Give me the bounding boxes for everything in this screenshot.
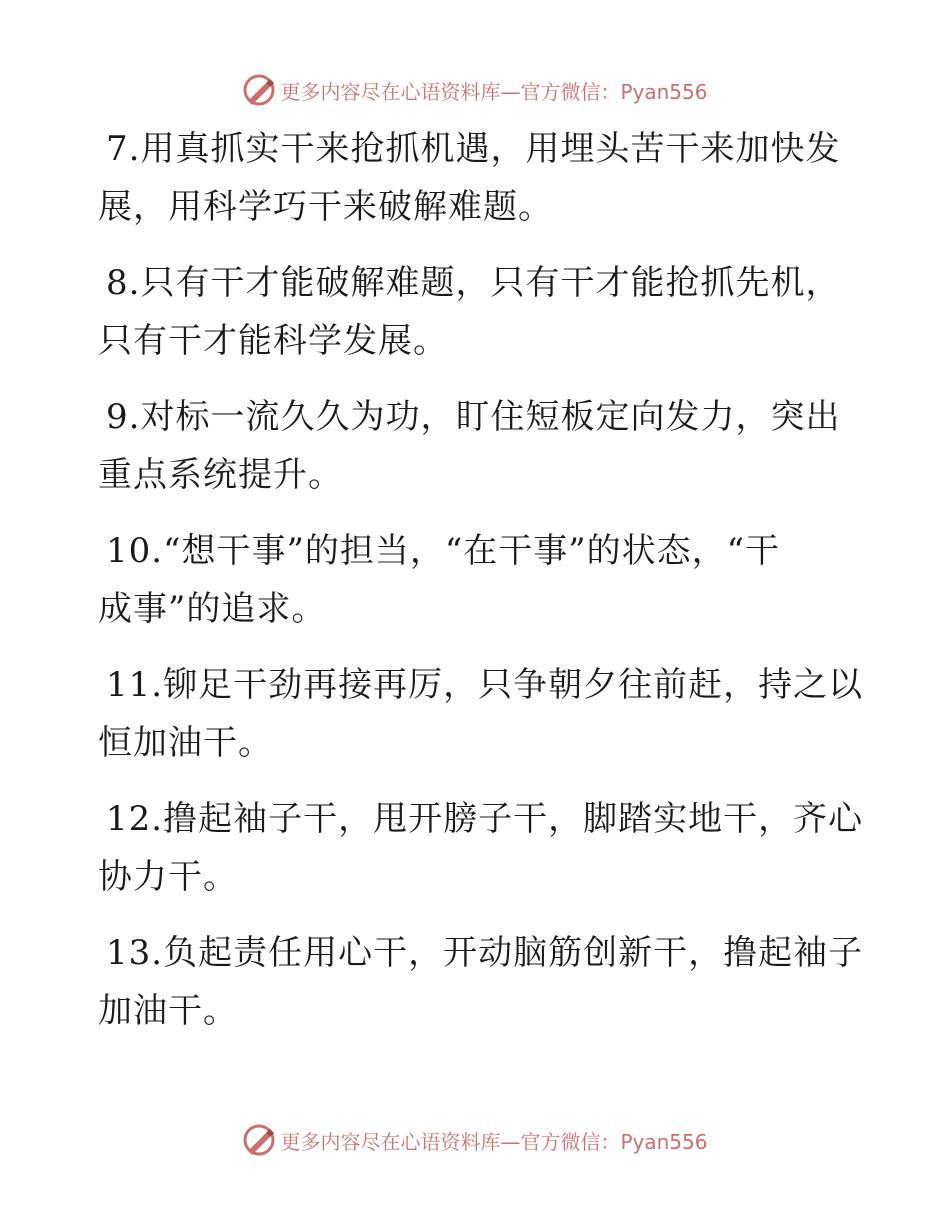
item-text-line: 铆足干劲再接再厉，只争朝夕往前赶，持之以: [163, 665, 864, 705]
list-item: [98, 254, 858, 370]
item-number: 9.: [106, 397, 141, 437]
pen-logo-icon: [242, 1123, 276, 1157]
item-text-line: “想干事”的担当，“在干事”的状态，“干: [163, 531, 780, 571]
item-number: 12.: [106, 799, 164, 839]
list-item: [98, 656, 864, 772]
item-text-line: 恒加油干。: [98, 723, 273, 763]
item-number: 7.: [106, 129, 141, 169]
footer-watermark: [0, 1120, 950, 1160]
document-body: [98, 120, 864, 1058]
item-text-line: 只有干才能科学发展。: [98, 321, 448, 361]
item-text-line: 用真抓实干来抢抓机遇，用埋头苦干来加快发: [140, 129, 841, 169]
list-item: [98, 790, 864, 906]
item-number: 11.: [106, 665, 164, 705]
item-number: 13.: [106, 933, 164, 973]
item-text-line: 重点系统提升。: [98, 455, 343, 495]
list-item: [98, 522, 858, 638]
watermark-text: 更多内容尽在心语资料库—官方微信：Pyan556: [280, 1129, 708, 1154]
item-text-line: 展，用科学巧干来破解难题。: [98, 187, 553, 227]
list-item: [98, 924, 864, 1040]
item-text-line: 成事”的追求。: [98, 589, 327, 629]
list-item: [98, 120, 858, 236]
item-number: 10.: [106, 531, 164, 571]
item-text-line: 负起责任用心干，开动脑筋创新干，撸起袖子: [163, 933, 864, 973]
watermark-text: 更多内容尽在心语资料库—官方微信：Pyan556: [280, 79, 708, 104]
item-text-line: 撸起袖子干，甩开膀子干，脚踏实地干，齐心: [163, 799, 864, 839]
item-text-line: 只有干才能破解难题，只有干才能抢抓先机，: [140, 263, 841, 303]
pen-logo-icon: [242, 73, 276, 107]
item-text-line: 对标一流久久为功，盯住短板定向发力，突出: [140, 397, 841, 437]
item-text-line: 协力干。: [98, 857, 238, 897]
list-item: [98, 388, 858, 504]
item-number: 8.: [106, 263, 141, 303]
header-watermark: [0, 70, 950, 110]
item-text-line: 加油干。: [98, 991, 238, 1031]
